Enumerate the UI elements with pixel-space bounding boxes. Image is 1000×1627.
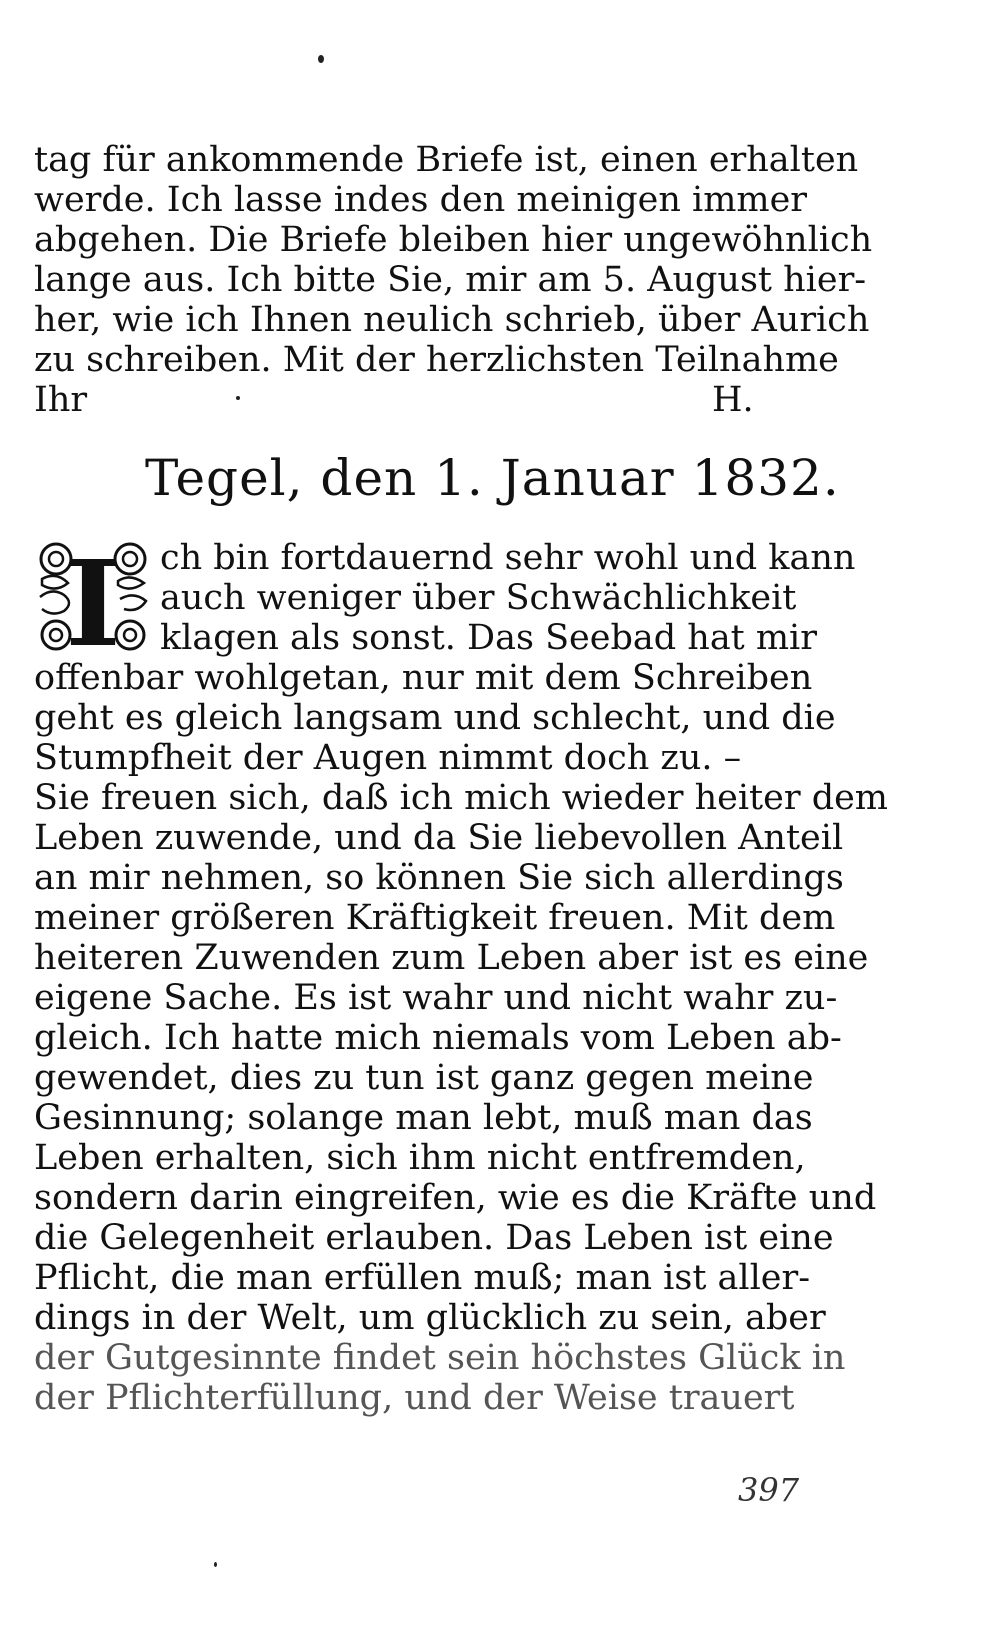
text-line: auch weniger über Schwächlichkeit — [160, 578, 797, 618]
closing-salutation: Ihr — [34, 380, 88, 420]
letter-body — [34, 658, 888, 1418]
text-line: heiteren Zuwenden zum Leben aber ist es eine — [34, 938, 869, 978]
text-line: eigene Sache. Es ist wahr und nicht wahr zu- — [34, 978, 838, 1018]
drop-cap-letter: I — [65, 537, 121, 657]
letter-heading: Tegel, den 1. Januar 1832. — [145, 449, 840, 507]
signature-initial: H. — [712, 380, 754, 420]
dropcap-indented-lines — [160, 538, 856, 658]
ink-speck — [214, 1562, 217, 1567]
text-line: werde. Ich lasse indes den meinigen immer — [34, 180, 808, 220]
text-line: meiner größeren Kräftigkeit freuen. Mit dem — [34, 898, 836, 938]
text-line: dings in der Welt, um glücklich zu sein, aber — [34, 1298, 826, 1338]
text-line: gleich. Ich hatte mich niemals vom Leben ab- — [34, 1018, 842, 1058]
text-line: Stumpfheit der Augen nimmt doch zu. – — [34, 738, 742, 778]
text-line: lange aus. Ich bitte Sie, mir am 5. August hier- — [34, 260, 867, 300]
text-line: der Gutgesinnte findet sein höchstes Glück in — [34, 1338, 846, 1378]
text-line: her, wie ich Ihnen neulich schrieb, über Aurich — [34, 300, 870, 340]
text-line: an mir nehmen, so können Sie sich allerdings — [34, 858, 844, 898]
text-line: abgehen. Die Briefe bleiben hier ungewöhnlich — [34, 220, 873, 260]
text-line: gewendet, dies zu tun ist ganz gegen meine — [34, 1058, 814, 1098]
text-line: Leben zuwende, und da Sie liebevollen Anteil — [34, 818, 844, 858]
text-line: ch bin fortdauernd sehr wohl und kann — [160, 538, 856, 578]
page-number: 397 — [738, 1471, 800, 1509]
text-line: Leben erhalten, sich ihm nicht entfremden, — [34, 1138, 806, 1178]
ornamental-initial — [34, 537, 152, 657]
text-line: der Pflichterfüllung, und der Weise trauert — [34, 1378, 795, 1418]
top-paragraph — [34, 140, 873, 420]
text-line: die Gelegenheit erlauben. Das Leben ist eine — [34, 1218, 834, 1258]
closing-line — [34, 380, 794, 420]
text-line: geht es gleich langsam und schlecht, und die — [34, 698, 836, 738]
text-line: Gesinnung; solange man lebt, muß man das — [34, 1098, 813, 1138]
text-line: Sie freuen sich, daß ich mich wieder heiter dem — [34, 778, 888, 818]
ink-speck — [318, 55, 324, 63]
text-line: tag für ankommende Briefe ist, einen erhalten — [34, 140, 859, 180]
text-line: Pflicht, die man erfüllen muß; man ist aller- — [34, 1258, 811, 1298]
text-line: klagen als sonst. Das Seebad hat mir — [160, 618, 817, 658]
text-line: sondern darin eingreifen, wie es die Kräfte und — [34, 1178, 877, 1218]
text-line: offenbar wohlgetan, nur mit dem Schreiben — [34, 658, 813, 698]
text-line: zu schreiben. Mit der herzlichsten Teilnahme — [34, 340, 839, 380]
